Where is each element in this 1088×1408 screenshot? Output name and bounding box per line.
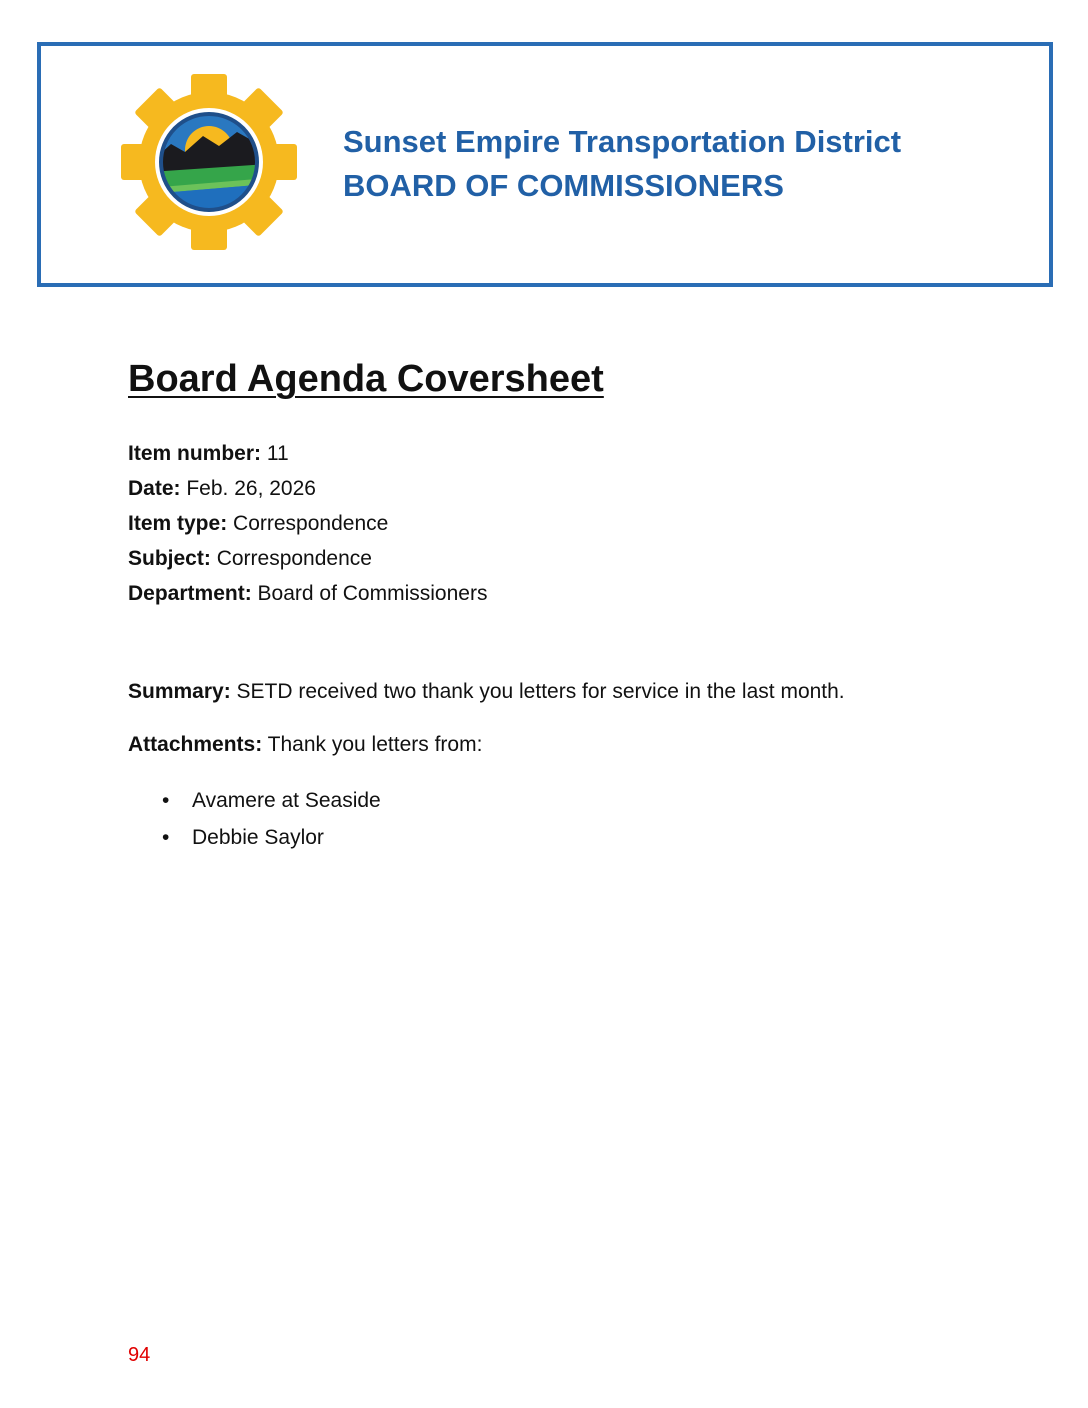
attachment-name: Avamere at Seaside [192,789,381,812]
attachments-paragraph [128,733,482,757]
board-name: BOARD OF COMMISSIONERS [343,168,784,203]
field-label: Subject: [128,547,211,570]
field-department [128,576,487,611]
field-subject [128,541,487,576]
page-number: 94 [128,1344,151,1366]
summary-paragraph [128,680,845,704]
summary-label: Summary: [128,680,231,703]
attachments-label: Attachments: [128,733,263,756]
field-value: Correspondence [216,547,372,570]
attachments-text: Thank you letters from: [267,733,483,756]
page-title: Board Agenda Coversheet [128,358,604,400]
field-date [128,471,487,506]
coversheet-fields [128,436,487,611]
attachment-name: Debbie Saylor [192,826,324,849]
field-item-number [128,436,487,471]
list-item [128,823,381,860]
summary-text: SETD received two thank you letters for service in the last month. [236,680,845,703]
field-value: Correspondence [233,512,389,535]
bullet-icon: • [162,826,170,849]
attachments-list [128,786,381,860]
field-item-type [128,506,487,541]
field-value: 11 [266,442,289,465]
field-label: Department: [128,582,252,605]
field-label: Item type: [128,512,228,535]
field-value: Feb. 26, 2026 [186,477,316,500]
field-label: Date: [128,477,181,500]
bullet-icon: • [162,789,170,812]
field-label: Item number: [128,442,262,465]
org-name: Sunset Empire Transportation District [343,124,902,159]
header-banner [37,42,1053,287]
sun-gear-logo-icon [119,72,299,252]
field-value: Board of Commissioners [257,582,488,605]
list-item [128,786,381,823]
